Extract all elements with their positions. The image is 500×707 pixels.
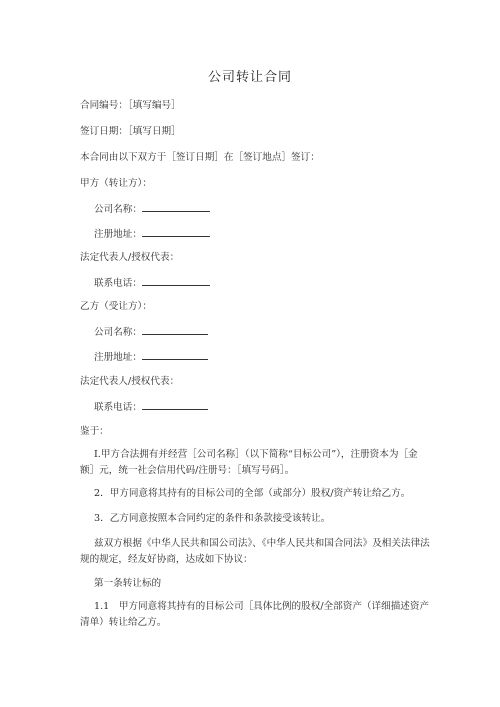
party-a-phone-label: 联系电话： <box>94 278 142 289</box>
party-a-address-label: 注册地址： <box>94 229 142 240</box>
clause-2: 2．甲方同意将其持有的目标公司的全部（或部分）股权/资产转让给乙方。 <box>94 488 411 499</box>
party-a-company-label: 公司名称： <box>94 204 142 215</box>
party-b-phone-label: 联系电话： <box>94 402 142 413</box>
article-1-1: 1.1 甲方同意将其持有的目标公司［具体比例的股权/全部资产（详细描述资产清单）转让给乙方。 <box>80 601 430 628</box>
party-b-company-blank <box>142 325 208 335</box>
sign-date: 签订日期：［填写日期］ <box>80 126 181 137</box>
party-b-heading: 乙方（受让方）： <box>80 301 152 312</box>
intro-line: 本合同由以下双方于［签订日期］在［签订地点］签订： <box>80 152 320 163</box>
clause-1: I.甲方合法拥有并经营［公司名称］（以下简称“目标公司”），注册资本为［金额］元，统一社会信用代码/注册号：［填写号码］。 <box>80 449 418 476</box>
party-b-rep: 法定代表人/授权代表： <box>80 376 180 387</box>
party-b-company-label: 公司名称： <box>94 327 142 338</box>
party-a-address-blank <box>142 227 210 237</box>
party-a-heading: 甲方（转让方）： <box>80 178 152 189</box>
party-b-address-field <box>94 350 208 365</box>
page-title: 公司转让合同 <box>207 70 292 85</box>
party-a-company-blank <box>142 202 210 212</box>
party-a-rep: 法定代表人/授权代表： <box>80 252 180 263</box>
party-a-phone-field <box>94 276 210 291</box>
party-b-phone-blank <box>142 400 208 410</box>
article-1-title: 第一条转让标的 <box>94 578 162 589</box>
party-b-address-label: 注册地址： <box>94 352 142 363</box>
party-b-address-blank <box>142 350 208 360</box>
legal-basis: 兹双方根据《中华人民共和国公司法》、《中华人民共和国合同法》及相关法律法规的规定，经友好协商，达成如下协议： <box>80 538 430 565</box>
party-a-company-field <box>94 202 210 217</box>
party-a-address-field <box>94 227 210 242</box>
party-b-phone-field <box>94 400 208 415</box>
party-b-company-field <box>94 325 208 340</box>
clause-3: 3．乙方同意按照本合同约定的条件和条款接受该转让。 <box>94 513 331 524</box>
contract-number: 合同编号：［填写编号］ <box>80 100 181 111</box>
whereas-heading: 鉴于： <box>80 426 109 437</box>
party-a-phone-blank <box>142 276 210 286</box>
